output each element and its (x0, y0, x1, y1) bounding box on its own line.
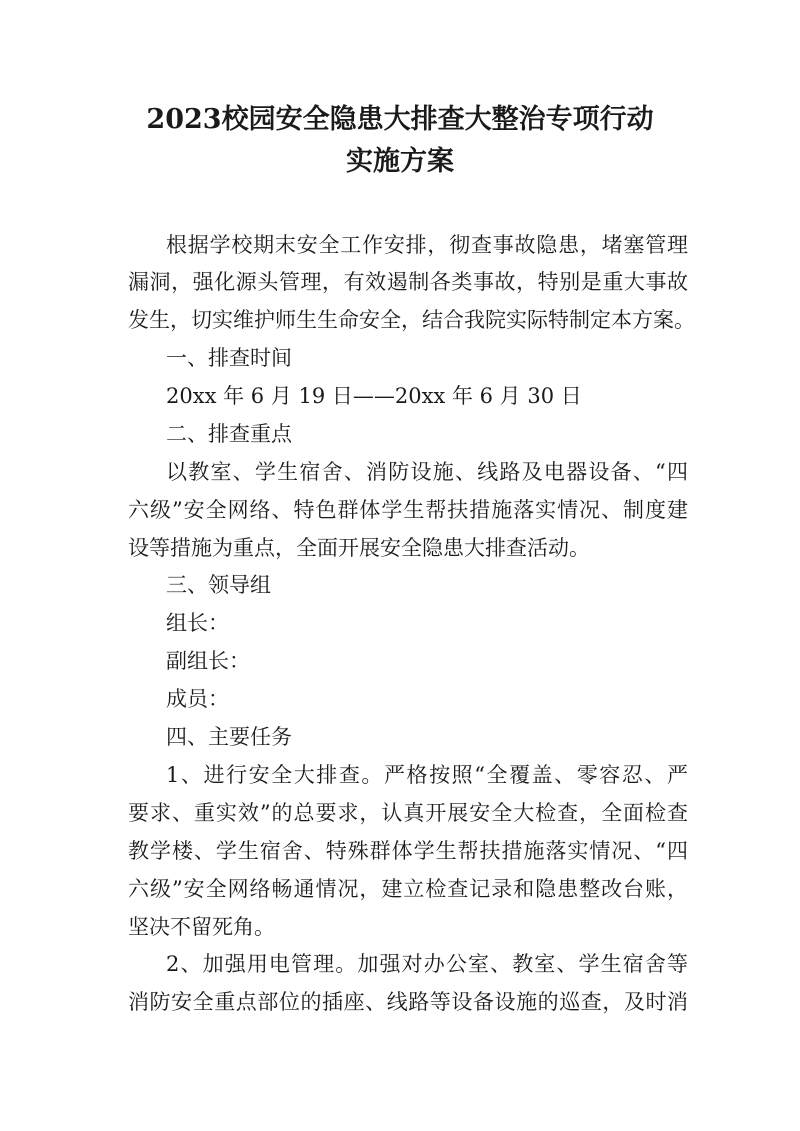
section-2-line-1: 以教室、学生宿舍、消防设施、线路及电器设备、“四 (166, 460, 688, 484)
task-1-line-5: 坚决不留死角。 (128, 915, 275, 939)
task-2-line-1: 2、加强用电管理。加强对办公室、教室、学生宿舍等 (166, 952, 688, 976)
leader-label: 组长： (166, 611, 229, 635)
members-label: 成员： (166, 687, 229, 711)
section-3-heading: 三、领导组 (166, 573, 271, 597)
section-4-heading: 四、主要任务 (166, 725, 292, 749)
intro-line-1: 根据学校期末安全工作安排，彻查事故隐患，堵塞管理 (166, 233, 688, 257)
task-1-line-3: 教学楼、学生宿舍、特殊群体学生帮扶措施落实情况、“四 (128, 839, 688, 863)
document-title-line-1: 2023校园安全隐患大排查大整治专项行动 (146, 104, 654, 135)
intro-line-3: 发生，切实维护师生生命安全，结合我院实际特制定本方案。 (128, 308, 695, 332)
section-2-heading: 二、排查重点 (166, 422, 292, 446)
task-1-line-4: 六级”安全网络畅通情况，建立检查记录和隐患整改台账， (128, 877, 688, 901)
task-1-line-1: 1、进行安全大排查。严格按照“全覆盖、零容忍、严 (166, 763, 688, 787)
intro-line-2: 漏洞，强化源头管理，有效遏制各类事故，特别是重大事故 (128, 270, 688, 294)
section-1-content: 20xx 年 6 月 19 日——20xx 年 6 月 30 日 (166, 384, 582, 408)
section-2-line-3: 设等措施为重点，全面开展安全隐患大排查活动。 (128, 536, 590, 560)
document-title-line-2: 实施方案 (346, 146, 454, 177)
section-1-heading: 一、排查时间 (166, 346, 292, 370)
task-1-line-2: 要求、重实效”的总要求，认真开展安全大检查，全面检查 (128, 801, 688, 825)
section-2-line-2: 六级”安全网络、特色群体学生帮扶措施落实情况、制度建 (128, 498, 688, 522)
deputy-leader-label: 副组长： (166, 649, 250, 673)
task-2-line-2: 消防安全重点部位的插座、线路等设备设施的巡查，及时消 (128, 990, 688, 1014)
